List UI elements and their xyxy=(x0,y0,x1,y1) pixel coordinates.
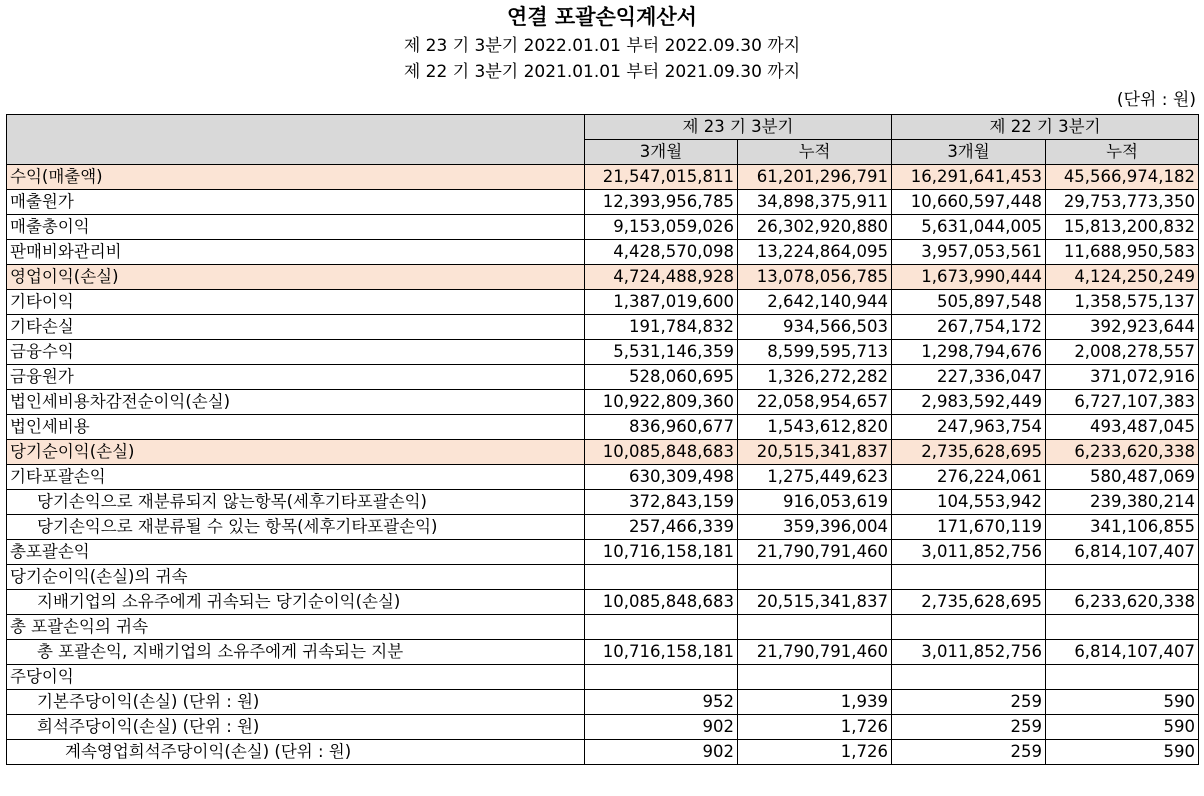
row-value: 902 xyxy=(585,715,738,740)
row-value: 590 xyxy=(1046,715,1199,740)
row-value: 2,735,628,695 xyxy=(892,440,1046,465)
row-value: 10,085,848,683 xyxy=(585,440,738,465)
row-value: 934,566,503 xyxy=(738,315,892,340)
row-value: 3,011,852,756 xyxy=(892,640,1046,665)
row-value xyxy=(585,615,738,640)
table-row xyxy=(7,465,1199,490)
table-row xyxy=(7,565,1199,590)
row-value xyxy=(585,665,738,690)
row-label: 금융수익 xyxy=(7,340,585,365)
table-row xyxy=(7,640,1199,665)
row-value: 10,660,597,448 xyxy=(892,190,1046,215)
row-label: 총 포괄손익의 귀속 xyxy=(7,615,585,640)
row-value xyxy=(1046,615,1199,640)
row-value: 1,358,575,137 xyxy=(1046,290,1199,315)
row-value: 16,291,641,453 xyxy=(892,165,1046,190)
table-row xyxy=(7,515,1199,540)
row-value: 2,735,628,695 xyxy=(892,590,1046,615)
row-label: 당기손익으로 재분류되지 않는항목(세후기타포괄손익) xyxy=(7,490,585,515)
row-value: 1,543,612,820 xyxy=(738,415,892,440)
table-row xyxy=(7,315,1199,340)
row-value: 22,058,954,657 xyxy=(738,390,892,415)
row-value: 12,393,956,785 xyxy=(585,190,738,215)
row-value: 247,963,754 xyxy=(892,415,1046,440)
row-label: 희석주당이익(손실) (단위 : 원) xyxy=(7,715,585,740)
page-title: 연결 포괄손익계산서 xyxy=(507,5,697,29)
row-value: 3,957,053,561 xyxy=(892,240,1046,265)
row-value: 1,298,794,676 xyxy=(892,340,1046,365)
row-value: 191,784,832 xyxy=(585,315,738,340)
row-value: 239,380,214 xyxy=(1046,490,1199,515)
row-value: 21,790,791,460 xyxy=(738,540,892,565)
row-label: 금융원가 xyxy=(7,365,585,390)
row-value: 836,960,677 xyxy=(585,415,738,440)
row-value: 171,670,119 xyxy=(892,515,1046,540)
row-label: 지배기업의 소유주에게 귀속되는 당기순이익(손실) xyxy=(7,590,585,615)
row-value xyxy=(892,615,1046,640)
row-value: 4,124,250,249 xyxy=(1046,265,1199,290)
row-value: 590 xyxy=(1046,690,1199,715)
row-value: 227,336,047 xyxy=(892,365,1046,390)
row-value xyxy=(1046,565,1199,590)
header-prior-3m: 3개월 xyxy=(892,140,1046,165)
table-row xyxy=(7,190,1199,215)
row-label: 매출총이익 xyxy=(7,215,585,240)
table-row xyxy=(7,415,1199,440)
table-row xyxy=(7,490,1199,515)
table-row xyxy=(7,365,1199,390)
row-value xyxy=(738,665,892,690)
row-value: 2,983,592,449 xyxy=(892,390,1046,415)
income-statement-table xyxy=(6,114,1199,765)
table-row xyxy=(7,690,1199,715)
table-row xyxy=(7,265,1199,290)
unit-label: (단위 : 원) xyxy=(1116,90,1196,110)
table-row xyxy=(7,290,1199,315)
table-row xyxy=(7,340,1199,365)
table-row xyxy=(7,240,1199,265)
row-value: 902 xyxy=(585,740,738,765)
row-value: 371,072,916 xyxy=(1046,365,1199,390)
row-label: 수익(매출액) xyxy=(7,165,585,190)
header-group-current: 제 23 기 3분기 xyxy=(585,115,892,140)
row-label: 당기순이익(손실)의 귀속 xyxy=(7,565,585,590)
row-value: 34,898,375,911 xyxy=(738,190,892,215)
table-row xyxy=(7,540,1199,565)
row-label: 매출원가 xyxy=(7,190,585,215)
row-value: 1,275,449,623 xyxy=(738,465,892,490)
row-label: 판매비와관리비 xyxy=(7,240,585,265)
row-value: 493,487,045 xyxy=(1046,415,1199,440)
row-value: 630,309,498 xyxy=(585,465,738,490)
table-row xyxy=(7,165,1199,190)
row-value: 26,302,920,880 xyxy=(738,215,892,240)
row-value: 20,515,341,837 xyxy=(738,440,892,465)
row-label: 법인세비용 xyxy=(7,415,585,440)
row-value: 528,060,695 xyxy=(585,365,738,390)
row-label: 기타이익 xyxy=(7,290,585,315)
row-value xyxy=(585,565,738,590)
row-value: 6,814,107,407 xyxy=(1046,640,1199,665)
row-value: 259 xyxy=(892,715,1046,740)
row-value: 1,326,272,282 xyxy=(738,365,892,390)
row-label: 영업이익(손실) xyxy=(7,265,585,290)
row-value xyxy=(892,565,1046,590)
row-value: 4,428,570,098 xyxy=(585,240,738,265)
row-value: 5,631,044,005 xyxy=(892,215,1046,240)
row-value: 104,553,942 xyxy=(892,490,1046,515)
row-value: 580,487,069 xyxy=(1046,465,1199,490)
row-label: 기타포괄손익 xyxy=(7,465,585,490)
row-label: 법인세비용차감전순이익(손실) xyxy=(7,390,585,415)
table-row xyxy=(7,740,1199,765)
row-value: 6,727,107,383 xyxy=(1046,390,1199,415)
row-value: 4,724,488,928 xyxy=(585,265,738,290)
header-current-cum: 누적 xyxy=(738,140,892,165)
row-value: 29,753,773,350 xyxy=(1046,190,1199,215)
row-value xyxy=(1046,665,1199,690)
row-value: 392,923,644 xyxy=(1046,315,1199,340)
row-value: 21,790,791,460 xyxy=(738,640,892,665)
row-label: 주당이익 xyxy=(7,665,585,690)
row-value: 13,078,056,785 xyxy=(738,265,892,290)
table-row xyxy=(7,715,1199,740)
row-value: 6,814,107,407 xyxy=(1046,540,1199,565)
header-group-prior: 제 22 기 3분기 xyxy=(892,115,1199,140)
row-value: 11,688,950,583 xyxy=(1046,240,1199,265)
table-row xyxy=(7,665,1199,690)
row-value: 276,224,061 xyxy=(892,465,1046,490)
row-value: 916,053,619 xyxy=(738,490,892,515)
row-label: 당기손익으로 재분류될 수 있는 항목(세후기타포괄손익) xyxy=(7,515,585,540)
row-value: 1,726 xyxy=(738,740,892,765)
row-value: 13,224,864,095 xyxy=(738,240,892,265)
row-value: 359,396,004 xyxy=(738,515,892,540)
row-value: 341,106,855 xyxy=(1046,515,1199,540)
row-value: 10,922,809,360 xyxy=(585,390,738,415)
row-value: 10,716,158,181 xyxy=(585,640,738,665)
row-value: 10,085,848,683 xyxy=(585,590,738,615)
row-value: 505,897,548 xyxy=(892,290,1046,315)
row-value: 15,813,200,832 xyxy=(1046,215,1199,240)
row-value: 45,566,974,182 xyxy=(1046,165,1199,190)
row-value xyxy=(738,565,892,590)
row-value: 1,673,990,444 xyxy=(892,265,1046,290)
row-value: 6,233,620,338 xyxy=(1046,590,1199,615)
table-row xyxy=(7,615,1199,640)
row-label: 당기순이익(손실) xyxy=(7,440,585,465)
row-value: 21,547,015,811 xyxy=(585,165,738,190)
row-value: 20,515,341,837 xyxy=(738,590,892,615)
row-label: 기본주당이익(손실) (단위 : 원) xyxy=(7,690,585,715)
row-value: 10,716,158,181 xyxy=(585,540,738,565)
row-value: 259 xyxy=(892,690,1046,715)
row-value: 267,754,172 xyxy=(892,315,1046,340)
row-label: 기타손실 xyxy=(7,315,585,340)
row-value: 6,233,620,338 xyxy=(1046,440,1199,465)
row-value: 5,531,146,359 xyxy=(585,340,738,365)
row-value: 372,843,159 xyxy=(585,490,738,515)
row-value xyxy=(738,615,892,640)
table-body xyxy=(7,165,1199,765)
row-value: 590 xyxy=(1046,740,1199,765)
row-value: 2,008,278,557 xyxy=(1046,340,1199,365)
row-value: 8,599,595,713 xyxy=(738,340,892,365)
row-label: 총 포괄손익, 지배기업의 소유주에게 귀속되는 지분 xyxy=(7,640,585,665)
table-row xyxy=(7,440,1199,465)
row-value: 3,011,852,756 xyxy=(892,540,1046,565)
row-value: 1,939 xyxy=(738,690,892,715)
header-prior-cum: 누적 xyxy=(1046,140,1199,165)
period-prior: 제 22 기 3분기 2021.01.01 부터 2021.09.30 까지 xyxy=(403,62,801,82)
row-value: 952 xyxy=(585,690,738,715)
header-blank xyxy=(7,115,585,165)
row-label: 계속영업희석주당이익(손실) (단위 : 원) xyxy=(7,740,585,765)
table-row xyxy=(7,215,1199,240)
row-value: 1,726 xyxy=(738,715,892,740)
row-value: 1,387,019,600 xyxy=(585,290,738,315)
header-current-3m: 3개월 xyxy=(585,140,738,165)
row-value: 259 xyxy=(892,740,1046,765)
period-current: 제 23 기 3분기 2022.01.01 부터 2022.09.30 까지 xyxy=(403,36,801,56)
table-row xyxy=(7,590,1199,615)
row-value: 2,642,140,944 xyxy=(738,290,892,315)
table-row xyxy=(7,390,1199,415)
row-value: 9,153,059,026 xyxy=(585,215,738,240)
row-label: 총포괄손익 xyxy=(7,540,585,565)
row-value xyxy=(892,665,1046,690)
row-value: 61,201,296,791 xyxy=(738,165,892,190)
row-value: 257,466,339 xyxy=(585,515,738,540)
